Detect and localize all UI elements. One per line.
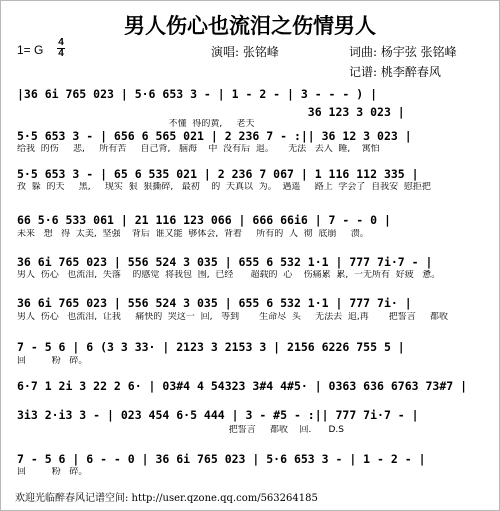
lyric-row: 未来 想 得 太美, 坚强 背后 谁又能 够体会, 背着 所有的 人 彻 底崩 溃。	[17, 229, 369, 239]
singer-credit: 演唱: 张铭峰	[211, 45, 279, 59]
lyric-row: 回 粉 碎。	[17, 356, 88, 366]
lyric-row: 回 粉 碎。	[17, 467, 88, 477]
footer-link-text: 欢迎光临醉春风记谱空间: http://user.qzone.qq.com/563264185	[15, 493, 318, 504]
notation-row: 7 - 5 6 | 6 (3 3 33· | 2123 3 2153 3 | 2156 6226 755 5 |	[17, 340, 405, 354]
lyric-row: 男人 伤心 也流泪, 失落 的感觉 将我包 围, 已经 超载的 心 伤痛累 累, 一无所有 好疲 惫。	[17, 270, 441, 280]
lyric-row: 男人 伤心 也流泪, 让我 痛快的 哭这一 回, 等到 生命尽 头 无法去 追,再 把誓言 都收	[17, 312, 449, 322]
notation-row: |36 6i 765 023 | 5·6 653 3 - | 1 - 2 - | 3 - - - ) |	[17, 87, 378, 101]
time-signature	[57, 38, 65, 59]
notation-row: 3i3 2·i3 3 - | 023 454 6·5 444 | 3 - #5 - :|| 777 7i·7 - |	[17, 408, 419, 422]
lyric-row: 给我 的伤 悲, 所有苦 自己背, 脑海 中 没有后 退。 无法 去入 睡, 寓怕	[17, 144, 380, 154]
song-title: 男人伤心也流泪之伤情男人	[124, 13, 376, 38]
notation-row: 66 5·6 533 061 | 21 116 123 066 | 666 66i6 | 7 - - 0 |	[17, 213, 391, 227]
notation-row: 36 123 3 023 |	[17, 105, 405, 119]
key-signature: 1= G	[17, 43, 44, 57]
notation-row: 36 6i 765 023 | 556 524 3 035 | 655 6 532 1·1 | 777 7i· |	[17, 296, 412, 310]
time-signature-bottom: 4	[58, 48, 64, 59]
notation-row: 5·5 653 3 - | 65 6 535 021 | 2 236 7 067 | 1 116 112 335 |	[17, 167, 419, 181]
notation-row: 6·7 1 2i 3 22 2 6· | 03#4 4 54323 3#4 4#5· | 0363 636 6763 73#7 |	[17, 379, 468, 393]
lyric-row: 不懂 得的黄, 老天	[17, 119, 255, 129]
notation-row: 7 - 5 6 | 6 - - 0 | 36 6i 765 023 | 5·6 653 3 - | 1 - 2 - |	[17, 452, 426, 466]
lyric-row: 把誓言 都收 回. D.S	[17, 425, 344, 435]
notation-row: 36 6i 765 023 | 556 524 3 035 | 655 6 532 1·1 | 777 7i·7 - |	[17, 255, 433, 269]
notation-row: 5·5 653 3 - | 656 6 565 021 | 2 236 7 - :|| 36 12 3 023 |	[17, 129, 412, 143]
time-signature-top: 4	[58, 37, 64, 48]
composer-credit: 词曲: 杨宇弦 张铭峰	[349, 45, 457, 59]
transcriber-credit: 记谱: 桃李醉春风	[349, 65, 441, 79]
lyric-row: 孜 躲 的天 黑, 现实 狠 狠撕碎, 最初 的 天真以 为。 遇遥 路上 学会了 自我安 慰拒把	[17, 182, 431, 192]
